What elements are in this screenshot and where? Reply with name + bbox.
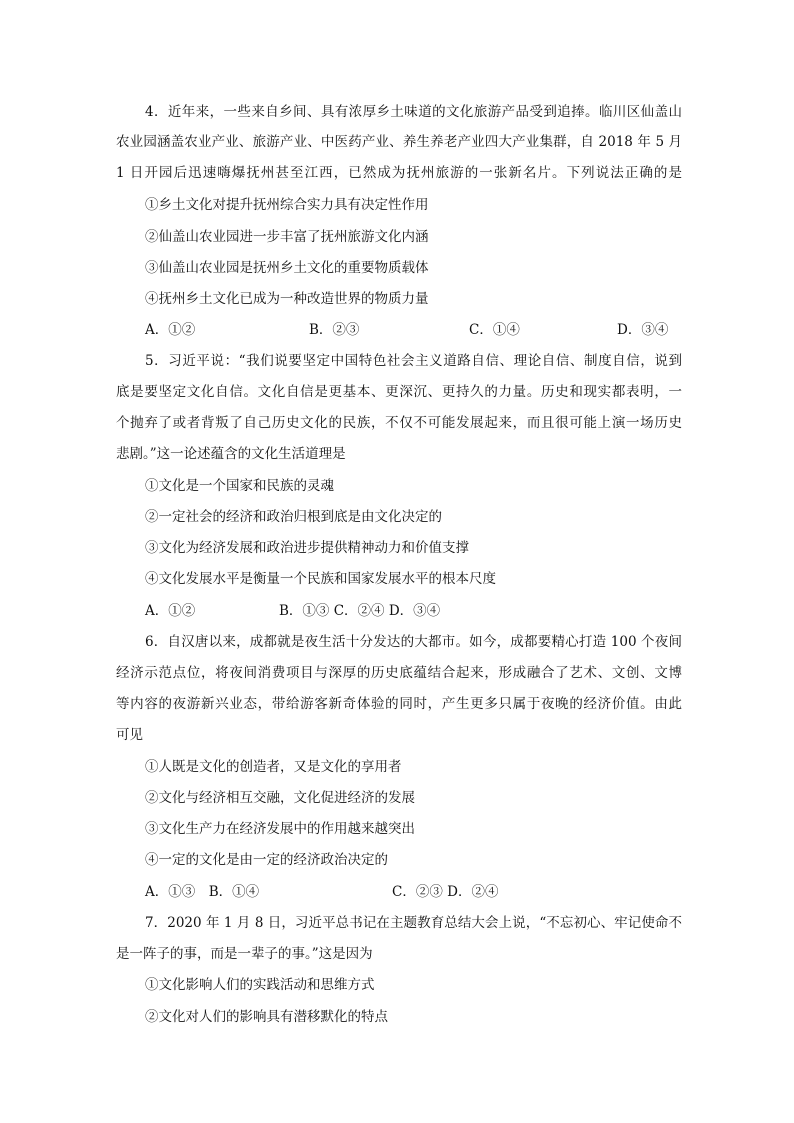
question-4-option-4: ④抚州乡土文化已成为一种改造世界的物质力量 — [145, 291, 429, 307]
question-5-option-1: ①文化是一个国家和民族的灵魂 — [145, 478, 334, 494]
question-5-answer-a: A．①② — [145, 603, 196, 619]
question-4-answer-a: A．①② — [145, 322, 196, 338]
question-4-stem-line-1: 4．近年来，一些来自乡间、具有浓厚乡土味道的文化旅游产品受到追捧。临川区仙盖山 — [145, 104, 682, 120]
question-6-stem-line-2: 经济示范点位，将夜间消费项目与深厚的历史底蕴结合起来，形成融合了艺术、文创、文博 — [116, 665, 682, 681]
question-5-stem-line-1: 5．习近平说：“我们说要坚定中国特色社会主义道路自信、理论自信、制度自信，说到 — [145, 353, 682, 369]
question-7-option-2: ②文化对人们的影响具有潜移默化的特点 — [145, 1009, 388, 1025]
question-4-stem-line-2: 农业园涵盖农业产业、旅游产业、中医药产业、养生养老产业四大产业集群，自 2018 年 5 月 — [116, 134, 682, 150]
question-4-option-3: ③仙盖山农业园是抚州乡土文化的重要物质载体 — [145, 260, 429, 276]
question-5-stem-line-3: 个抛弃了或者背叛了自己历史文化的民族，不仅不可能发展起来，而且很可能上演一场历史 — [116, 415, 682, 431]
question-6-option-3: ③文化生产力在经济发展中的作用越来越突出 — [145, 821, 415, 837]
question-6-stem-line-3: 等内容的夜游新兴业态，带给游客新奇体验的同时，产生更多只属于夜晚的经济价值。由此 — [116, 696, 682, 712]
question-6-answer-cd: C．②③ D．②④ — [392, 884, 499, 900]
question-5-option-4: ④文化发展水平是衡量一个民族和国家发展水平的根本尺度 — [145, 571, 496, 587]
question-4-stem-line-3: 1 日开园后迅速嗨爆抚州甚至江西，已然成为抚州旅游的一张新名片。下列说法正确的是 — [116, 165, 682, 181]
question-6-option-1: ①人既是文化的创造者，又是文化的享用者 — [145, 759, 402, 775]
question-4-answer-d: D．③④ — [617, 322, 669, 338]
question-4-answer-c: C．①④ — [469, 322, 520, 338]
question-7-stem-line-1: 7．2020 年 1 月 8 日，习近平总书记在主题教育总结大会上说，“不忘初心、牢记使命不 — [145, 915, 682, 931]
question-5-option-3: ③文化为经济发展和政治进步提供精神动力和价值支撑 — [145, 540, 469, 556]
question-5-stem-line-4: 悲剧。”这一论述蕴含的文化生活道理是 — [116, 446, 346, 462]
question-4-option-1: ①乡土文化对提升抚州综合实力具有决定性作用 — [145, 197, 429, 213]
question-5-option-2: ②一定社会的经济和政治归根到底是由文化决定的 — [145, 509, 442, 525]
question-6-stem-line-1: 6．自汉唐以来，成都就是夜生活十分发达的大都市。如今，成都要精心打造 100 个夜间 — [145, 634, 682, 650]
question-6-option-2: ②文化与经济相互交融，文化促进经济的发展 — [145, 790, 415, 806]
question-5-stem-line-2: 底是要坚定文化自信。文化自信是更基本、更深沉、更持久的力量。历史和现实都表明，一 — [116, 384, 682, 400]
question-4-option-2: ②仙盖山农业园进一步丰富了抚州旅游文化内涵 — [145, 229, 429, 245]
question-6-stem-line-4: 可见 — [116, 727, 143, 743]
question-6-option-4: ④一定的文化是由一定的经济政治决定的 — [145, 852, 388, 868]
question-5-answer-bcd: B．①③ C．②④ D．③④ — [279, 603, 441, 619]
question-6-answer-ab: A．①③ B．①④ — [145, 884, 260, 900]
question-4-answer-b: B．②③ — [309, 322, 360, 338]
question-7-option-1: ①文化影响人们的实践活动和思维方式 — [145, 977, 375, 993]
question-7-stem-line-2: 是一阵子的事，而是一辈子的事。”这是因为 — [116, 946, 373, 962]
